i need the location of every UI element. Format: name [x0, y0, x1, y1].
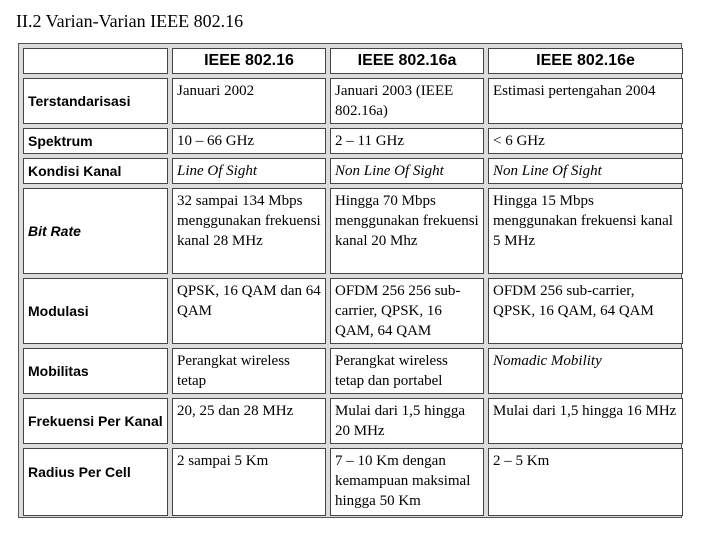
- column-header-802-16e: IEEE 802.16e: [488, 48, 683, 74]
- table-cell: Perangkat wireless tetap dan portabel: [330, 348, 484, 394]
- table-row: [23, 188, 683, 274]
- table-cell: Non Line Of Sight: [488, 158, 683, 184]
- column-header-802-16: IEEE 802.16: [172, 48, 326, 74]
- table-cell: 2 – 5 Km: [488, 448, 683, 516]
- table-cell: < 6 GHz: [488, 128, 683, 154]
- table-cell: OFDM 256 sub-carrier, QPSK, 16 QAM, 64 QAM: [488, 278, 683, 344]
- table-row: [23, 398, 683, 444]
- header-row: [23, 48, 683, 74]
- row-label-radius-per-cell: Radius Per Cell: [23, 448, 168, 516]
- table-row: [23, 158, 683, 184]
- table-cell: 20, 25 dan 28 MHz: [172, 398, 326, 444]
- row-label-frekuensi-per-kanal: Frekuensi Per Kanal: [23, 398, 168, 444]
- table-cell: Januari 2003 (IEEE 802.16a): [330, 78, 484, 124]
- table-row: [23, 128, 683, 154]
- row-label-modulasi: Modulasi: [23, 278, 168, 344]
- table-cell: Non Line Of Sight: [330, 158, 484, 184]
- table-cell: 2 – 11 GHz: [330, 128, 484, 154]
- table-cell: Line Of Sight: [172, 158, 326, 184]
- comparison-table: [19, 44, 687, 520]
- table-cell: OFDM 256 256 sub-carrier, QPSK, 16 QAM, 64 QAM: [330, 278, 484, 344]
- comparison-table-frame: [18, 43, 682, 518]
- table-cell: Januari 2002: [172, 78, 326, 124]
- table-row: [23, 348, 683, 394]
- table-cell: 7 – 10 Km dengan kemampuan maksimal hingga 50 Km: [330, 448, 484, 516]
- table-cell: 2 sampai 5 Km: [172, 448, 326, 516]
- row-label-terstandarisasi: Terstandarisasi: [23, 78, 168, 124]
- table-cell: Estimasi pertengahan 2004: [488, 78, 683, 124]
- table-cell: QPSK, 16 QAM dan 64 QAM: [172, 278, 326, 344]
- table-cell: Mulai dari 1,5 hingga 20 MHz: [330, 398, 484, 444]
- table-cell: Nomadic Mobility: [488, 348, 683, 394]
- column-header-802-16a: IEEE 802.16a: [330, 48, 484, 74]
- table-cell: Mulai dari 1,5 hingga 16 MHz: [488, 398, 683, 444]
- table-cell: 10 – 66 GHz: [172, 128, 326, 154]
- table-row: [23, 78, 683, 124]
- table-row: [23, 278, 683, 344]
- table-cell: Hingga 15 Mbps menggunakan frekuensi kanal 5 MHz: [488, 188, 683, 274]
- table-cell: Hingga 70 Mbps menggunakan frekuensi kanal 20 Mhz: [330, 188, 484, 274]
- row-label-kondisi-kanal: Kondisi Kanal: [23, 158, 168, 184]
- row-label-mobilitas: Mobilitas: [23, 348, 168, 394]
- row-label-bit-rate: Bit Rate: [23, 188, 168, 274]
- table-cell: Perangkat wireless tetap: [172, 348, 326, 394]
- row-label-spektrum: Spektrum: [23, 128, 168, 154]
- corner-cell: [23, 48, 168, 74]
- page-title: II.2 Varian-Varian IEEE 802.16: [16, 11, 244, 31]
- table-cell: 32 sampai 134 Mbps menggunakan frekuensi kanal 28 MHz: [172, 188, 326, 274]
- table-row: [23, 448, 683, 516]
